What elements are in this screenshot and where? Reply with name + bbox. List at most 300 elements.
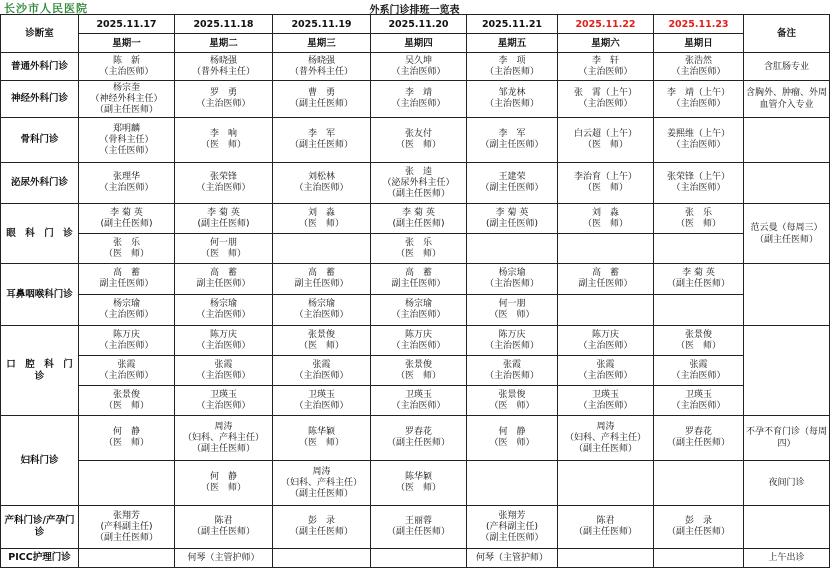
schedule-table <box>0 14 830 568</box>
doctor-line: （主治医师） <box>99 66 154 77</box>
doctor-line: 郑明麟 <box>112 123 140 134</box>
doctor-line: （普外科主任） <box>191 66 255 77</box>
doctor-line: 彭 录 <box>307 516 335 526</box>
schedule-cell <box>467 234 558 264</box>
doctor-line: 何琴（主管护师） <box>187 552 260 563</box>
doctor-line: 张霞 <box>596 359 615 370</box>
doctor-line: （副主任医师） <box>94 532 158 543</box>
schedule-cell <box>558 118 654 163</box>
doctor-line: 高 蓄 <box>112 268 140 278</box>
doctor-line: 何 静 <box>112 427 140 437</box>
doctor-line: 陈 新 <box>112 55 140 66</box>
doctor-line: 张 乐 <box>112 237 140 248</box>
doctor-line: （医 师） <box>582 183 628 193</box>
doctor-line: 周涛 <box>312 466 331 477</box>
doctor-line: 刘 淼 <box>307 207 335 218</box>
note-cell <box>744 163 830 204</box>
schedule-cell <box>371 204 467 234</box>
dept-name: 口 腔 科 门 诊 <box>1 326 79 416</box>
doctor-line: （主治医师） <box>196 183 251 193</box>
schedule-cell <box>371 356 467 386</box>
doctor-line: 邹龙林 <box>498 88 526 98</box>
doctor-line: 曹 勇 <box>307 88 335 98</box>
date-header: 2025.11.20 <box>371 15 467 34</box>
doctor-line: 陈万庆 <box>591 329 619 340</box>
schedule-cell <box>175 53 273 81</box>
note-cell: 不孕不育门诊（每周四） <box>744 416 830 461</box>
doctor-line: （主治医师） <box>578 66 633 77</box>
schedule-cell <box>175 81 273 118</box>
schedule-cell <box>558 461 654 506</box>
doctor-line: 张翔芳 <box>112 510 140 521</box>
doctor-line: （主治医师） <box>99 183 154 193</box>
doctor-line: 王建荣 <box>498 172 526 182</box>
date-header: 2025.11.18 <box>175 15 273 34</box>
doctor-line: （主治医师） <box>99 340 154 351</box>
note-cell: 上午出诊 <box>744 549 830 568</box>
schedule-cell <box>175 416 273 461</box>
doctor-line: （主治医师） <box>99 310 154 320</box>
doctor-line: （医 师） <box>582 140 628 150</box>
doctor-line: 李 军 <box>307 129 335 139</box>
schedule-cell <box>175 326 273 356</box>
doctor-line: （医 师） <box>298 218 344 229</box>
doctor-line: （副主任医师） <box>666 527 730 537</box>
note-cell <box>744 506 830 549</box>
note-cell: 范云曼（每周三）（副主任医师） <box>744 204 830 264</box>
schedule-cell <box>273 118 371 163</box>
hospital-logo: 长沙市人民医院 <box>4 2 88 15</box>
schedule-cell <box>654 506 744 549</box>
schedule-cell <box>175 204 273 234</box>
doctor-line: 陈华颖 <box>404 472 432 482</box>
doctor-line: （医 师） <box>395 140 441 150</box>
doctor-line: （主治医师） <box>294 400 349 411</box>
schedule-cell <box>79 163 175 204</box>
schedule-cell <box>79 549 175 568</box>
schedule-cell <box>467 356 558 386</box>
schedule-cell <box>273 326 371 356</box>
schedule-cell <box>654 326 744 356</box>
schedule-cell <box>654 118 744 163</box>
dept-name: PICC护理门诊 <box>1 549 79 568</box>
schedule-row <box>1 163 830 204</box>
doctor-line: （副主任医师） <box>480 183 544 193</box>
schedule-cell <box>558 295 654 326</box>
doctor-line: 陈万庆 <box>498 329 526 340</box>
schedule-cell <box>467 506 558 549</box>
schedule-cell <box>558 506 654 549</box>
doctor-line: （医 师） <box>489 310 535 320</box>
doctor-line: （妇科、产科主任） <box>280 477 362 488</box>
schedule-cell <box>467 416 558 461</box>
weekday-header: 星期日 <box>654 34 744 53</box>
doctor-line: 张景俊 <box>404 359 432 370</box>
doctor-line: 李治育（上午） <box>573 172 637 182</box>
doctor-line: 张 乐 <box>684 207 712 218</box>
schedule-row <box>1 461 830 506</box>
schedule-cell <box>371 461 467 506</box>
weekday-header: 星期五 <box>467 34 558 53</box>
schedule-cell <box>273 204 371 234</box>
schedule-row <box>1 53 830 81</box>
doctor-line: 陈万庆 <box>112 329 140 340</box>
doctor-line: （副主任医师） <box>191 527 255 537</box>
schedule-cell <box>273 81 371 118</box>
date-header: 2025.11.23 <box>654 15 744 34</box>
schedule-cell <box>467 163 558 204</box>
doctor-line: 杨宗瑜 <box>404 299 432 309</box>
date-header: 2025.11.19 <box>273 15 371 34</box>
doctor-line: （主治医师） <box>484 340 539 351</box>
doctor-line: 李 靖 <box>404 88 432 98</box>
schedule-cell <box>654 204 744 234</box>
doctor-line: （主治医师） <box>99 370 154 381</box>
doctor-line: （医 师） <box>489 438 535 448</box>
schedule-row <box>1 386 830 416</box>
doctor-line: （主治医师） <box>196 340 251 351</box>
doctor-line: （医 师） <box>395 483 441 493</box>
doctor-line: （副主任医师） <box>94 104 158 115</box>
doctor-line: 姜熙维（上午） <box>666 129 730 139</box>
doctor-line: （副主任医师） <box>573 443 637 454</box>
dept-name: 妇科门诊 <box>1 416 79 506</box>
doctor-line: 张翔芳 <box>498 510 526 521</box>
doctor-line: 吴久坤 <box>404 55 432 66</box>
doctor-line: （医 师） <box>582 218 628 229</box>
schedule-row <box>1 234 830 264</box>
schedule-cell <box>79 264 175 295</box>
schedule-cell <box>273 461 371 506</box>
schedule-cell <box>79 356 175 386</box>
weekday-header: 星期三 <box>273 34 371 53</box>
doctor-line: 李 菊 英 <box>110 207 143 218</box>
schedule-cell <box>175 295 273 326</box>
dept-name: 产科门诊/产孕门诊 <box>1 506 79 549</box>
schedule-cell <box>273 53 371 81</box>
doctor-line: （主治医师） <box>578 99 633 109</box>
doctor-line: 副主任医师） <box>578 279 633 289</box>
doctor-line: 张荣锋（上午） <box>666 172 730 182</box>
schedule-cell <box>273 234 371 264</box>
schedule-cell <box>558 234 654 264</box>
doctor-line: （主治医师） <box>196 99 251 109</box>
schedule-cell <box>273 386 371 416</box>
schedule-cell <box>371 549 467 568</box>
doctor-line: 张霞 <box>214 359 233 370</box>
doctor-line: （副主任医师） <box>289 99 353 109</box>
doctor-line: （主治医师） <box>484 99 539 109</box>
schedule-row <box>1 204 830 234</box>
doctor-line: 张 乐 <box>404 237 432 248</box>
schedule-cell <box>79 326 175 356</box>
doctor-line: （副主任医师） <box>573 527 637 537</box>
doctor-line: （医 师） <box>395 370 441 381</box>
doctor-line: 张荣锋 <box>209 172 237 182</box>
doctor-line: 何一朋 <box>498 299 526 309</box>
schedule-cell <box>467 461 558 506</box>
doctor-line: 杨晓强 <box>209 55 237 66</box>
doctor-line: 副主任医师） <box>294 279 349 289</box>
doctor-line: 张景俊 <box>307 329 335 340</box>
weekday-header: 星期一 <box>79 34 175 53</box>
doctor-line: 杨宗瑜 <box>307 299 335 309</box>
doctor-line: 杨宗瑜 <box>498 268 526 278</box>
doctor-line: （副主任医师） <box>289 488 353 499</box>
doctor-line: （主治医师） <box>671 370 726 381</box>
doctor-line: （主治医师） <box>196 400 251 411</box>
schedule-cell <box>371 81 467 118</box>
dept-name: 骨科门诊 <box>1 118 79 163</box>
schedule-cell <box>467 81 558 118</box>
doctor-line: 陈君 <box>214 516 233 526</box>
doctor-line: （副主任医师） <box>480 532 544 543</box>
schedule-cell <box>79 118 175 163</box>
doctor-line: 副主任医师） <box>391 279 446 289</box>
doctor-line: 张 逵 <box>404 166 432 177</box>
weekday-header: 星期四 <box>371 34 467 53</box>
schedule-cell <box>79 295 175 326</box>
note-header: 备注 <box>744 15 830 53</box>
doctor-line: 陈万庆 <box>404 329 432 340</box>
doctor-line: 李 菊 英 <box>682 268 715 278</box>
schedule-cell <box>654 234 744 264</box>
doctor-line: 张景俊 <box>684 329 712 340</box>
schedule-cell <box>558 549 654 568</box>
schedule-cell <box>558 416 654 461</box>
doctor-line: （副主任医师） <box>666 438 730 448</box>
schedule-cell <box>273 549 371 568</box>
schedule-cell <box>558 386 654 416</box>
doctor-line: （医 师） <box>675 340 721 351</box>
page-title: 外系门诊排班一览表 <box>369 5 460 16</box>
doctor-line: （副主任医师） <box>191 443 255 454</box>
schedule-row <box>1 506 830 549</box>
dept-name: 普通外科门诊 <box>1 53 79 81</box>
doctor-line: 陈华颖 <box>307 427 335 437</box>
doctor-line: （主治医师） <box>484 66 539 77</box>
doctor-line: （主治医师） <box>578 340 633 351</box>
doctor-line: 王丽蓉 <box>404 516 432 526</box>
schedule-cell <box>558 204 654 234</box>
doctor-line: 卫瑛玉 <box>684 389 712 400</box>
doctor-line: 何琴（主管护师） <box>475 552 548 563</box>
schedule-cell <box>175 356 273 386</box>
doctor-line: （普外科主任） <box>289 66 353 77</box>
schedule-cell <box>467 204 558 234</box>
schedule-cell <box>467 295 558 326</box>
schedule-cell <box>654 461 744 506</box>
schedule-cell <box>654 549 744 568</box>
doctor-line: （主治医师） <box>391 66 446 77</box>
doctor-line: 杨宗奎 <box>112 82 140 93</box>
doctor-line: 李 菊 英 <box>207 207 240 218</box>
schedule-cell <box>371 295 467 326</box>
doctor-line: 副主任医师） <box>196 279 251 289</box>
schedule-cell <box>371 53 467 81</box>
doctor-line: （主治医师） <box>294 310 349 320</box>
doctor-line: 张景俊 <box>498 389 526 400</box>
dept-name: 眼 科 门 诊 <box>1 204 79 264</box>
doctor-line: 李 轩 <box>591 55 619 66</box>
doctor-line: 李 靖（上午） <box>666 88 730 98</box>
doctor-line: 张友付 <box>404 129 432 139</box>
schedule-cell <box>79 506 175 549</box>
dept-name: 神经外科门诊 <box>1 81 79 118</box>
schedule-cell <box>558 81 654 118</box>
doctor-line: 张景俊 <box>112 389 140 400</box>
schedule-cell <box>175 386 273 416</box>
doctor-line: （主治医师） <box>578 400 633 411</box>
schedule-cell <box>79 81 175 118</box>
dept-name: 泌尿外科门诊 <box>1 163 79 204</box>
doctor-line: （医 师） <box>103 438 149 448</box>
doctor-line: 张霞 <box>689 359 708 370</box>
schedule-cell <box>371 163 467 204</box>
schedule-cell <box>371 326 467 356</box>
doctor-line: （副主任医师） <box>386 527 450 537</box>
doctor-line: （医 师） <box>103 248 149 259</box>
doctor-line: （主治医师） <box>484 279 539 289</box>
doctor-line: 周涛 <box>596 421 615 432</box>
doctor-line: 罗春花 <box>684 427 712 437</box>
schedule-cell <box>467 264 558 295</box>
schedule-cell <box>79 204 175 234</box>
schedule-cell <box>79 234 175 264</box>
schedule-row <box>1 81 830 118</box>
doctor-line: （医 师） <box>200 483 246 493</box>
doctor-line: （副主任医师） <box>386 438 450 448</box>
doctor-line: （医 师） <box>200 140 246 150</box>
doctor-line: (副主任医师) <box>392 218 445 229</box>
doctor-line: （主治医师） <box>294 183 349 193</box>
schedule-cell <box>654 264 744 295</box>
schedule-row <box>1 264 830 295</box>
doctor-line: （主治医师） <box>391 310 446 320</box>
doctor-line: 李 军 <box>498 129 526 139</box>
doctor-line: （主治医师） <box>196 370 251 381</box>
schedule-cell <box>371 416 467 461</box>
doctor-line: 张浩然 <box>684 55 712 66</box>
schedule-row <box>1 549 830 568</box>
doctor-line: （主治医师） <box>671 99 726 109</box>
schedule-cell <box>558 356 654 386</box>
doctor-line: 何一朋 <box>209 237 237 248</box>
doctor-line: 卫瑛玉 <box>307 389 335 400</box>
doctor-line: 周涛 <box>214 421 233 432</box>
doctor-line: 高 蓄 <box>404 268 432 278</box>
doctor-line: （妇科、产科主任） <box>182 432 264 443</box>
doctor-line: （主治医师） <box>671 183 726 193</box>
doctor-line: 卫瑛玉 <box>591 389 619 400</box>
schedule-cell <box>79 386 175 416</box>
doctor-line: 彭 录 <box>684 516 712 526</box>
schedule-cell <box>654 386 744 416</box>
doctor-line: （医 师） <box>395 248 441 259</box>
schedule-cell <box>371 118 467 163</box>
schedule-cell <box>371 264 467 295</box>
doctor-line: （主任医师） <box>99 145 154 156</box>
doctor-line: （主治医师） <box>484 370 539 381</box>
doctor-line: (副主任医师) <box>197 218 250 229</box>
doctor-line: 何 静 <box>209 472 237 482</box>
doctor-line: （医 师） <box>489 400 535 411</box>
schedule-cell <box>558 264 654 295</box>
schedule-cell <box>371 506 467 549</box>
schedule-cell <box>175 506 273 549</box>
schedule-row <box>1 295 830 326</box>
doctor-line: (产科副主任) <box>485 521 539 532</box>
schedule-cell <box>558 326 654 356</box>
schedule-cell <box>654 416 744 461</box>
dept-header: 诊断室 <box>1 15 79 53</box>
schedule-cell <box>654 356 744 386</box>
schedule-cell <box>654 163 744 204</box>
doctor-line: （主治医师） <box>391 99 446 109</box>
doctor-line: 刘 淼 <box>591 207 619 218</box>
doctor-line: （医 师） <box>200 248 246 259</box>
schedule-cell <box>175 118 273 163</box>
doctor-line: 副主任医师） <box>99 279 154 289</box>
doctor-line: （主治医师） <box>391 340 446 351</box>
doctor-line: 卫瑛玉 <box>209 389 237 400</box>
doctor-line: 张霞 <box>312 359 331 370</box>
doctor-line: 李 菊 英 <box>402 207 435 218</box>
doctor-line: (产科副主任) <box>100 521 153 532</box>
doctor-line: 刘松林 <box>307 172 335 182</box>
schedule-cell <box>371 386 467 416</box>
schedule-cell <box>467 549 558 568</box>
doctor-line: 张 霄（上午） <box>573 88 637 98</box>
doctor-line: 张理华 <box>112 172 140 182</box>
doctor-line: （主治医师） <box>671 66 726 77</box>
doctor-line: （主治医师） <box>578 370 633 381</box>
doctor-line: （副主任医师） <box>386 188 450 199</box>
doctor-line: （骨科主任） <box>99 134 154 145</box>
schedule-cell <box>558 163 654 204</box>
doctor-line: （医 师） <box>298 340 344 351</box>
dept-name: 耳鼻咽喉科门诊 <box>1 264 79 326</box>
doctor-line: （神经外科主任） <box>90 93 163 104</box>
doctor-line: （主治医师） <box>671 140 726 150</box>
schedule-cell <box>79 53 175 81</box>
doctor-line: （医 师） <box>675 218 721 229</box>
doctor-line: 何 静 <box>498 427 526 437</box>
schedule-cell <box>273 506 371 549</box>
schedule-cell <box>654 53 744 81</box>
schedule-cell <box>558 53 654 81</box>
schedule-cell <box>467 326 558 356</box>
schedule-cell <box>273 356 371 386</box>
schedule-cell <box>467 118 558 163</box>
schedule-row <box>1 326 830 356</box>
note-cell <box>744 118 830 163</box>
doctor-line: (副主任医师) <box>485 218 539 229</box>
schedule-row <box>1 356 830 386</box>
doctor-line: 杨宗瑜 <box>112 299 140 309</box>
note-cell: 含肛肠专业 <box>744 53 830 81</box>
doctor-line: （副主任医师） <box>666 279 730 289</box>
schedule-cell <box>273 295 371 326</box>
doctor-line: （主治医师） <box>391 400 446 411</box>
date-header: 2025.11.22 <box>558 15 654 34</box>
schedule-cell <box>273 264 371 295</box>
doctor-line: （副主任医师） <box>480 140 544 150</box>
schedule-cell <box>467 53 558 81</box>
schedule-cell <box>175 234 273 264</box>
schedule-cell <box>175 549 273 568</box>
doctor-line: （主治医师） <box>671 400 726 411</box>
